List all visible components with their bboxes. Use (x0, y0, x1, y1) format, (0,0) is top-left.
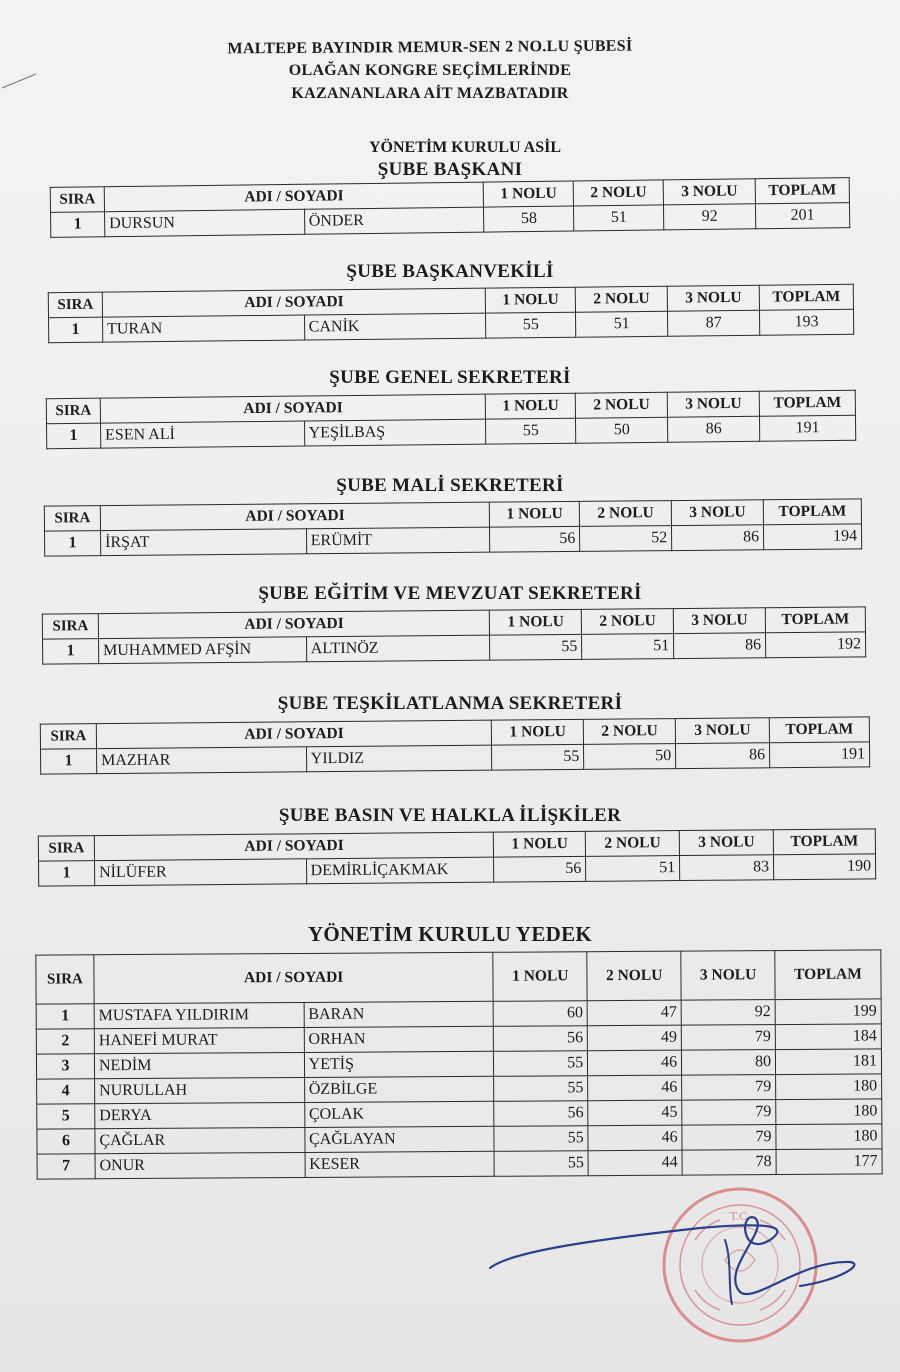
column-nolu2: 2 NOLU (575, 392, 667, 418)
column-nolu1: 1 NOLU (486, 393, 576, 419)
cell-soyad: ÖNDER (304, 207, 484, 234)
signature-icon (470, 1200, 870, 1310)
cell-nolu2: 46 (588, 1075, 682, 1101)
cell-nolu2: 49 (588, 1025, 682, 1051)
cell-soyad: YILDIZ (306, 745, 492, 772)
cell-nolu1: 56 (490, 526, 580, 552)
section-title: ŞUBE BAŞKANVEKİLİ (346, 261, 554, 282)
cell-ad: ESEN ALİ (100, 421, 304, 448)
cell-nolu3: 79 (681, 1025, 775, 1051)
cell-nolu3: 79 (682, 1100, 776, 1126)
cell-nolu1: 55 (486, 312, 576, 338)
column-sira: SIRA (42, 614, 98, 639)
column-nolu3: 3 NOLU (679, 830, 773, 856)
column-sira: SIRA (50, 187, 104, 213)
section-sube-teskilatlanma-sekreteri (0, 692, 900, 804)
column-toplam: TOPLAM (765, 607, 865, 633)
cell-nolu1: 56 (494, 1026, 588, 1052)
column-nolu2: 2 NOLU (586, 831, 680, 857)
column-adsoyad: ADI / SOYADI (94, 952, 494, 1003)
column-toplam: TOPLAM (763, 499, 861, 525)
cell-sira: 1 (51, 212, 105, 238)
section-title: ŞUBE TEŞKİLATLANMA SEKRETERİ (277, 693, 623, 714)
cell-soyad: YEŞİLBAŞ (304, 419, 486, 446)
section-title: YÖNETİM KURULU YEDEK (307, 922, 593, 946)
cell-soyad: ÇOLAK (304, 1101, 494, 1127)
column-toplam: TOPLAM (759, 390, 855, 416)
cell-nolu1: 55 (494, 1151, 588, 1177)
column-nolu3: 3 NOLU (675, 718, 769, 744)
cell-sira: 1 (36, 1004, 94, 1029)
cell-soyad: CANİK (304, 313, 486, 340)
cell-sira: 1 (39, 861, 95, 886)
cell-nolu2: 44 (588, 1150, 682, 1176)
column-nolu3: 3 NOLU (673, 608, 765, 634)
cell-sira: 1 (41, 749, 97, 774)
results-table (40, 716, 870, 774)
column-sira: SIRA (46, 398, 100, 424)
column-toplam: TOPLAM (773, 829, 875, 855)
section-sube-baskani (0, 158, 900, 244)
cell-nolu3: 86 (676, 743, 770, 769)
column-nolu3: 3 NOLU (663, 179, 755, 205)
cell-nolu3: 83 (680, 855, 774, 881)
cell-nolu2: 45 (588, 1100, 682, 1126)
column-adsoyad: ADI / SOYADI (100, 394, 486, 423)
cell-toplam: 193 (759, 309, 853, 335)
column-toplam: TOPLAM (769, 717, 869, 743)
cell-ad: NURULLAH (95, 1077, 305, 1103)
section-title: ŞUBE MALİ SEKRETERİ (336, 475, 564, 496)
column-sira: SIRA (38, 836, 94, 861)
cell-toplam: 201 (755, 203, 849, 229)
cell-nolu2: 51 (576, 311, 668, 337)
cell-nolu3: 79 (682, 1125, 776, 1151)
cell-sira: 2 (36, 1029, 94, 1054)
cell-ad: ÇAĞLAR (95, 1127, 305, 1153)
cell-soyad: ORHAN (304, 1026, 494, 1052)
cell-sira: 5 (37, 1104, 95, 1129)
cell-nolu1: 56 (494, 1101, 588, 1127)
cell-nolu1: 55 (492, 744, 584, 770)
column-nolu1: 1 NOLU (493, 952, 587, 1002)
column-nolu1: 1 NOLU (484, 181, 574, 207)
cell-ad: NİLÜFER (94, 859, 306, 886)
column-nolu1: 1 NOLU (492, 719, 584, 745)
cell-toplam: 184 (775, 1024, 881, 1050)
section-title: ŞUBE GENEL SEKRETERİ (329, 367, 571, 388)
column-sira: SIRA (48, 292, 102, 318)
cell-nolu2: 51 (582, 634, 674, 660)
cell-nolu1: 55 (494, 1051, 588, 1077)
cell-nolu1: 55 (486, 418, 576, 444)
cell-ad: TURAN (102, 315, 304, 342)
cell-toplam: 177 (776, 1149, 882, 1175)
cell-nolu1: 58 (484, 206, 574, 232)
cell-sira: 7 (37, 1154, 95, 1179)
cell-nolu1: 56 (494, 856, 586, 882)
cell-toplam: 181 (775, 1049, 881, 1075)
section-sube-mali-sekreteri (0, 474, 900, 582)
cell-ad: DURSUN (104, 209, 304, 236)
cell-sira: 6 (37, 1129, 95, 1154)
document-header (180, 36, 680, 105)
column-adsoyad: ADI / SOYADI (102, 288, 486, 317)
cell-ad: NEDİM (94, 1052, 304, 1078)
section-sube-basin-halkla-iliskiler (0, 804, 900, 920)
results-table (38, 828, 876, 886)
cell-toplam: 191 (769, 742, 869, 768)
column-nolu3: 3 NOLU (671, 500, 763, 526)
column-nolu2: 2 NOLU (583, 719, 675, 745)
cell-soyad: ÖZBİLGE (304, 1076, 494, 1102)
column-sira: SIRA (36, 955, 94, 1004)
cell-ad: DERYA (95, 1102, 305, 1128)
cell-nolu3: 79 (682, 1075, 776, 1101)
board-principal-subtitle: YÖNETİM KURULU ASİL (368, 139, 562, 156)
cell-ad: İRŞAT (100, 529, 306, 556)
cell-toplam: 180 (776, 1099, 882, 1125)
column-nolu2: 2 NOLU (582, 609, 674, 635)
cell-nolu2: 51 (586, 856, 680, 882)
results-table (44, 498, 862, 556)
cell-nolu3: 92 (681, 1000, 775, 1026)
pen-mark-icon (0, 60, 40, 100)
cell-nolu3: 87 (668, 310, 760, 336)
section-sube-baskanvekili (0, 260, 900, 366)
seal-text: T.C. (729, 1210, 751, 1223)
cell-nolu1: 55 (490, 634, 582, 660)
cell-soyad: BARAN (304, 1001, 494, 1027)
column-nolu3: 3 NOLU (681, 951, 775, 1001)
cell-sira: 1 (47, 423, 101, 449)
column-adsoyad: ADI / SOYADI (104, 182, 484, 212)
cell-ad: HANEFİ MURAT (94, 1027, 304, 1053)
cell-nolu1: 60 (493, 1001, 587, 1027)
cell-nolu2: 50 (576, 417, 668, 443)
cell-nolu2: 47 (587, 1000, 681, 1026)
cell-sira: 4 (37, 1079, 95, 1104)
column-nolu1: 1 NOLU (494, 831, 586, 857)
column-adsoyad: ADI / SOYADI (94, 832, 494, 860)
column-nolu1: 1 NOLU (490, 609, 582, 635)
cell-nolu3: 80 (682, 1050, 776, 1076)
cell-soyad: ÇAĞLAYAN (305, 1126, 495, 1152)
results-table (50, 177, 851, 238)
column-toplam: TOPLAM (755, 178, 849, 204)
section-title: ŞUBE EĞİTİM VE MEVZUAT SEKRETERİ (258, 583, 642, 604)
section-yonetim-kurulu-yedek (0, 920, 900, 1220)
cell-nolu2: 46 (588, 1125, 682, 1151)
cell-toplam: 199 (775, 999, 881, 1025)
column-nolu1: 1 NOLU (490, 501, 580, 527)
header-line-1: MALTEPE BAYINDIR MEMUR-SEN 2 NO.LU ŞUBESİ (227, 37, 633, 58)
cell-soyad: DEMİRLİÇAKMAK (306, 857, 494, 884)
table-header-row (36, 950, 881, 1004)
column-nolu2: 2 NOLU (587, 951, 681, 1001)
results-table (35, 949, 882, 1179)
column-nolu2: 2 NOLU (573, 180, 663, 206)
cell-nolu2: 50 (584, 744, 676, 770)
cell-nolu2: 51 (574, 205, 664, 231)
column-nolu1: 1 NOLU (486, 287, 576, 313)
cell-nolu3: 86 (672, 525, 764, 551)
cell-toplam: 180 (776, 1124, 882, 1150)
cell-toplam: 194 (764, 524, 862, 550)
cell-toplam: 191 (759, 415, 855, 441)
column-sira: SIRA (44, 506, 100, 531)
column-adsoyad: ADI / SOYADI (100, 502, 490, 530)
column-nolu2: 2 NOLU (579, 501, 671, 527)
column-toplam: TOPLAM (775, 950, 881, 1000)
column-adsoyad: ADI / SOYADI (96, 720, 492, 748)
cell-soyad: KESER (305, 1151, 495, 1177)
cell-nolu1: 55 (494, 1126, 588, 1152)
cell-ad: MUSTAFA YILDIRIM (94, 1002, 304, 1028)
cell-nolu3: 92 (664, 204, 756, 230)
section-sube-egitim-mevzuat-sekreteri (0, 582, 900, 692)
cell-sira: 3 (36, 1054, 94, 1079)
cell-ad: MAZHAR (96, 747, 306, 774)
cell-ad: MUHAMMED AFŞİN (98, 637, 306, 664)
cell-nolu2: 52 (580, 526, 672, 552)
cell-nolu3: 86 (668, 416, 760, 442)
results-table (48, 284, 854, 343)
results-table (46, 390, 856, 449)
cell-toplam: 180 (776, 1074, 882, 1100)
results-table (42, 606, 866, 664)
header-line-3: KAZANANLARA AİT MAZBATADIR (291, 85, 569, 102)
column-nolu2: 2 NOLU (575, 286, 667, 312)
cell-nolu1: 55 (494, 1076, 588, 1102)
section-title: ŞUBE BASIN VE HALKLA İLİŞKİLER (278, 805, 622, 826)
section-title: ŞUBE BAŞKANI (377, 159, 523, 180)
column-toplam: TOPLAM (759, 284, 853, 310)
cell-soyad: ERÜMİT (306, 527, 490, 554)
results-sections (0, 138, 900, 1220)
cell-ad: ONUR (95, 1152, 305, 1178)
header-line-2: OLAĞAN KONGRE SEÇİMLERİNDE (288, 62, 572, 79)
column-sira: SIRA (40, 724, 96, 749)
cell-sira: 1 (49, 317, 103, 343)
cell-sira: 1 (43, 639, 99, 664)
column-adsoyad: ADI / SOYADI (98, 610, 490, 638)
column-nolu3: 3 NOLU (667, 285, 759, 311)
cell-toplam: 192 (766, 632, 866, 658)
cell-nolu2: 46 (588, 1050, 682, 1076)
cell-sira: 1 (45, 531, 101, 556)
cell-nolu3: 78 (682, 1150, 776, 1176)
table-row (37, 1149, 882, 1179)
cell-soyad: YETİŞ (304, 1051, 494, 1077)
cell-nolu3: 86 (674, 633, 766, 659)
cell-soyad: ALTINÖZ (306, 635, 490, 662)
column-nolu3: 3 NOLU (667, 391, 759, 417)
cell-toplam: 190 (774, 854, 876, 880)
section-sube-genel-sekreteri (0, 366, 900, 474)
